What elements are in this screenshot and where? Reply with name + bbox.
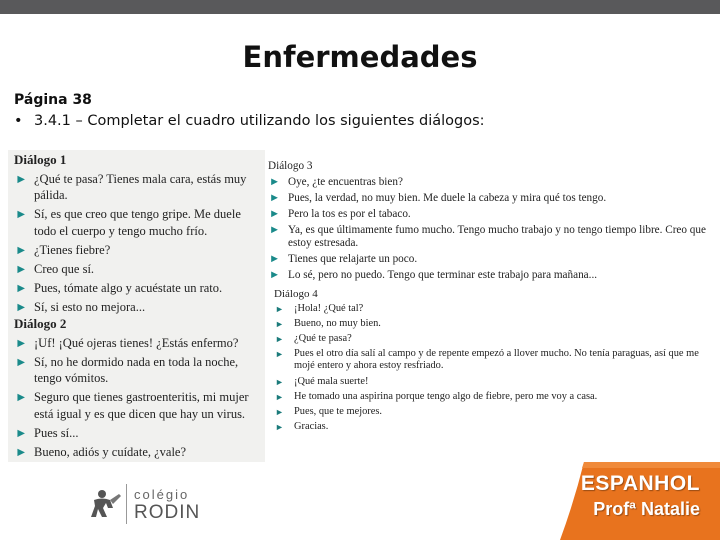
instruction-line	[14, 113, 485, 129]
arrow-right-icon: ►	[15, 354, 28, 369]
logo-divider	[126, 484, 127, 524]
dialogue-line: ► Gracias.	[275, 420, 329, 432]
arrow-right-icon: ►	[269, 191, 281, 204]
slide-title: Enfermedades	[242, 40, 478, 74]
dialogue-line: ► Lo sé, pero no puedo. Tengo que terminar este trabajo para mañana...	[269, 269, 598, 281]
arrow-right-icon: ►	[275, 406, 284, 417]
dialogue-line: ► ¿Qué te pasa?	[275, 332, 352, 344]
top-bar	[0, 0, 720, 14]
dialogo-1-lines	[14, 171, 262, 316]
bullet-glyph: •	[14, 113, 23, 129]
arrow-right-icon: ►	[269, 207, 281, 220]
school-logo	[88, 482, 218, 526]
dialogo-4-heading: Diálogo 4	[274, 288, 318, 300]
dialogo-1-heading: Diálogo 1	[14, 152, 67, 167]
dialogo-2-heading: Diálogo 2	[14, 316, 67, 331]
dialogo-4	[274, 288, 716, 436]
arrow-right-icon: ►	[269, 269, 281, 281]
dialogue-line: ► Sí, no he dormido nada en toda la noche, tengo vómitos.	[15, 354, 239, 385]
brand-espanhol: ESPANHOL	[580, 472, 700, 495]
dialogue-line: ► Pues, que te mejores.	[275, 405, 383, 417]
dialogo-4-lines	[274, 303, 716, 434]
arrow-right-icon: ►	[15, 299, 28, 314]
dialogue-line: ► ¡Uf! ¡Qué ojeras tienes! ¿Estás enfermo?	[15, 335, 239, 350]
dialogue-line: ► Bueno, adiós y cuídate, ¿vale?	[15, 444, 187, 459]
arrow-right-icon: ►	[269, 175, 281, 188]
arrow-right-icon: ►	[275, 318, 284, 329]
dialogue-line: ► Pues sí...	[15, 425, 79, 440]
climber-figure-icon	[88, 488, 122, 518]
arrow-right-icon: ►	[275, 391, 284, 402]
dialogo-2	[14, 316, 262, 463]
arrow-right-icon: ►	[15, 425, 28, 440]
logo-text-colegio: colégio	[134, 487, 190, 502]
arrow-right-icon: ►	[15, 280, 28, 295]
dialogue-line: ► Pues el otro día salí al campo y de repente empezó a llover mucho. No tenía paraguas, así que me mojé entero y ahora estoy resfriado.	[275, 347, 699, 372]
arrow-right-icon: ►	[275, 376, 284, 387]
brand-teacher: Profª Natalie	[593, 499, 700, 519]
arrow-right-icon: ►	[15, 207, 28, 221]
dialogo-3-lines	[268, 176, 716, 283]
dialogue-line: ► Pero la tos es por el tabaco.	[269, 207, 411, 220]
dialogue-line: ► ¡Qué mala suerte!	[275, 375, 369, 387]
dialogue-line: ► ¿Tienes fiebre?	[15, 242, 111, 257]
dialogue-line: ► Sí, si esto no mejora...	[15, 299, 146, 314]
arrow-right-icon: ►	[275, 333, 284, 344]
dialogue-line: ► Sí, es que creo que tengo gripe. Me duele todo el cuerpo y tengo mucho frío.	[15, 207, 241, 238]
logo-text-rodin: RODIN	[134, 502, 201, 523]
dialogue-line: ► Ya, es que últimamente fumo mucho. Tengo mucho trabajo y no tengo tiempo libre. Creo que estoy estresada.	[269, 223, 706, 249]
arrow-right-icon: ►	[15, 444, 28, 459]
dialogo-2-lines	[14, 335, 262, 461]
dialogue-line: ► He tomado una aspirina porque tengo algo de fiebre, pero me voy a casa.	[275, 390, 598, 402]
dialogue-line: ► Tienes que relajarte un poco.	[269, 253, 418, 265]
arrow-right-icon: ►	[269, 223, 281, 236]
dialogue-line: ► Creo que sí.	[15, 261, 95, 276]
arrow-right-icon: ►	[15, 261, 28, 276]
arrow-right-icon: ►	[275, 303, 284, 314]
dialogue-line: ► Pues, tómate algo y acuéstate un rato.	[15, 280, 223, 295]
dialogue-line: ► Pues, la verdad, no muy bien. Me duele la cabeza y mira qué tos tengo.	[269, 191, 607, 204]
arrow-right-icon: ►	[15, 390, 28, 404]
arrow-right-icon: ►	[15, 242, 28, 257]
dialogue-line: ► Oye, ¿te encuentras bien?	[269, 175, 403, 188]
dialogue-line: ► Seguro que tienes gastroenteritis, mi mujer está igual y es que dicen que hay un virus.	[15, 390, 249, 421]
dialogo-1	[14, 152, 262, 318]
course-brand	[560, 462, 720, 540]
arrow-right-icon: ►	[15, 171, 28, 186]
arrow-right-icon: ►	[275, 421, 284, 432]
dialogo-3	[268, 160, 716, 285]
instruction-text: 3.4.1 – Completar el cuadro utilizando los siguientes diálogos:	[34, 113, 485, 129]
arrow-right-icon: ►	[275, 348, 284, 359]
dialogue-line: ► ¿Qué te pasa? Tienes mala cara, estás muy pálida.	[15, 171, 247, 202]
dialogue-line: ► ¡Hola! ¿Qué tal?	[275, 302, 364, 314]
arrow-right-icon: ►	[15, 335, 28, 350]
dialogue-line: ► Bueno, no muy bien.	[275, 317, 381, 329]
dialogo-3-heading: Diálogo 3	[268, 160, 313, 172]
arrow-right-icon: ►	[269, 253, 281, 265]
page-reference: Página 38	[14, 92, 92, 108]
